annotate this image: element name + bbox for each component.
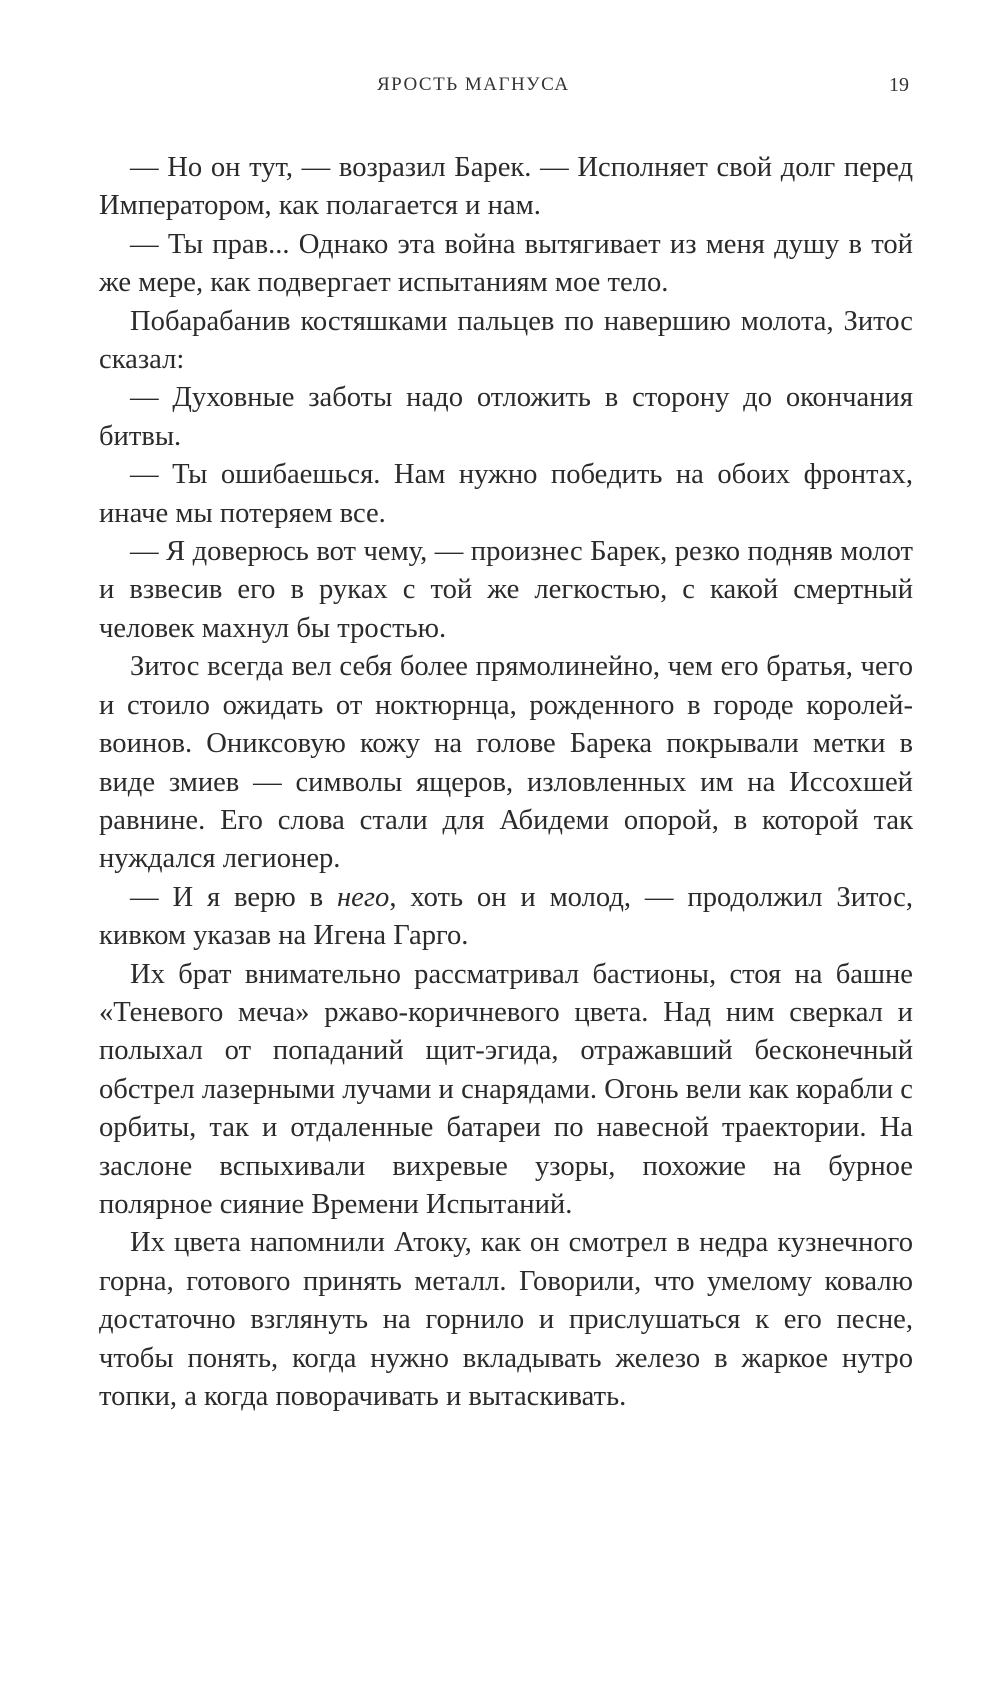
paragraph-8 (99, 879, 913, 956)
body-text (99, 149, 913, 1416)
page-number: 19 (889, 74, 909, 96)
paragraph-1: — Но он тут, — возразил Барек. — Исполняет свой долг перед Императором, как полагается и нам. (99, 152, 913, 222)
paragraph-5: — Ты ошибаешься. Нам нужно победить на обоих фронтах, иначе мы потеряем все. (99, 459, 913, 529)
paragraph-9: Их брат внимательно рассматривал бастионы, стоя на башне «Теневого меча» ржаво-коричневого цвета. Над ним сверкал и полыхал от попаданий щит-эгида, отражавший бесконечный обстрел лазерными лучами и снарядами. Огонь вели как корабли с орбиты, так и отдаленные батареи по навесной траектории. На заслоне вспыхивали вихревые узоры, похожие на бурное полярное сияние Времени Испытаний. (99, 958, 913, 1220)
paragraph-4: — Духовные заботы надо отложить в сторону до окончания битвы. (99, 382, 913, 452)
paragraph-8-start: — И я верю в (130, 881, 337, 913)
emphasis-text: него (337, 881, 390, 913)
paragraph-10: Их цвета напомнили Атоку, как он смотрел в недра кузнечного горна, готового принять металл. Говорили, что умелому ковалю достаточно взглянуть на горнило и прислушаться к его песне, чтобы понять, когда нужно вкладывать железо в жаркое нутро топки, а когда поворачивать и вытаскивать. (99, 1227, 913, 1412)
paragraph-8-end: , хоть он и молод, — продолжил Зитос, кивком указав на Игена Гарго. (99, 881, 914, 952)
paragraph-2: — Ты прав... Однако эта война вытягивает из меня душу в той же мере, как подвергает испытаниям мое тело. (99, 228, 913, 299)
paragraph-3: Побарабанив костяшками пальцев по навершию молота, Зитос сказал: (99, 305, 913, 376)
paragraph-7: Зитос всегда вел себя более прямолинейно, чем его братья, чего и стоило ожидать от ноктюрнца, рожденного в городе королей-воинов. Ониксовую кожу на голове Барека покрывали метки в виде змиев — символы ящеров, изловленных им на Иссохшей равнине. Его слова стали для Абидеми опорой, в которой так нуждался легионер. (99, 651, 913, 875)
running-head (0, 74, 1000, 104)
running-title: ЯРОСТЬ МАГНУСА (377, 74, 570, 95)
paragraph-6: — Я доверюсь вот чему, — произнес Барек, резко подняв молот и взвесив его в руках с той же легкостью, с какой смертный человек махнул бы тростью. (99, 536, 913, 644)
